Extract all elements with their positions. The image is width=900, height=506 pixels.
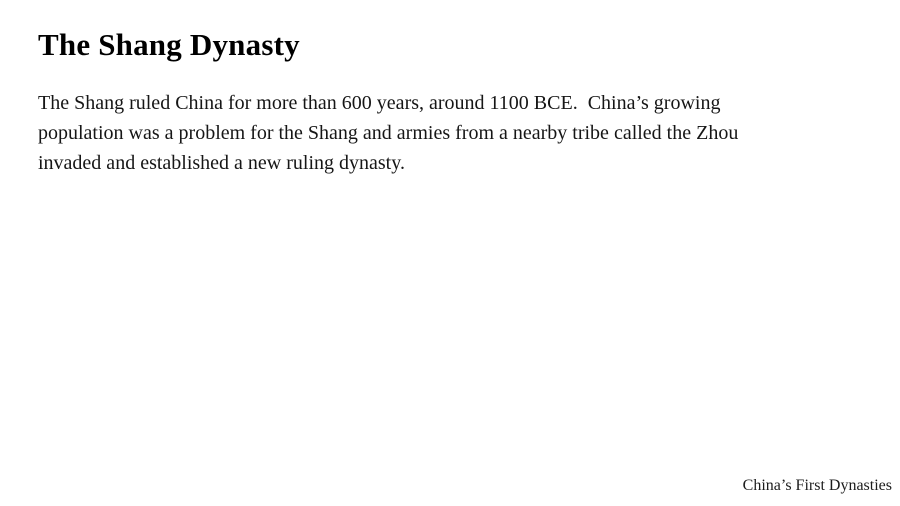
body-line-2: population was a problem for the Shang and armies from a nearby tribe called the Zhou (38, 122, 739, 144)
body-line-1: The Shang ruled China for more than 600 years, around 1100 BCE. China’s growing (38, 92, 721, 114)
footer-caption: China’s First Dynasties (742, 477, 892, 494)
body-paragraph (38, 88, 838, 178)
body-line-3: invaded and established a new ruling dynasty. (38, 152, 405, 174)
slide-title: The Shang Dynasty (38, 27, 300, 62)
